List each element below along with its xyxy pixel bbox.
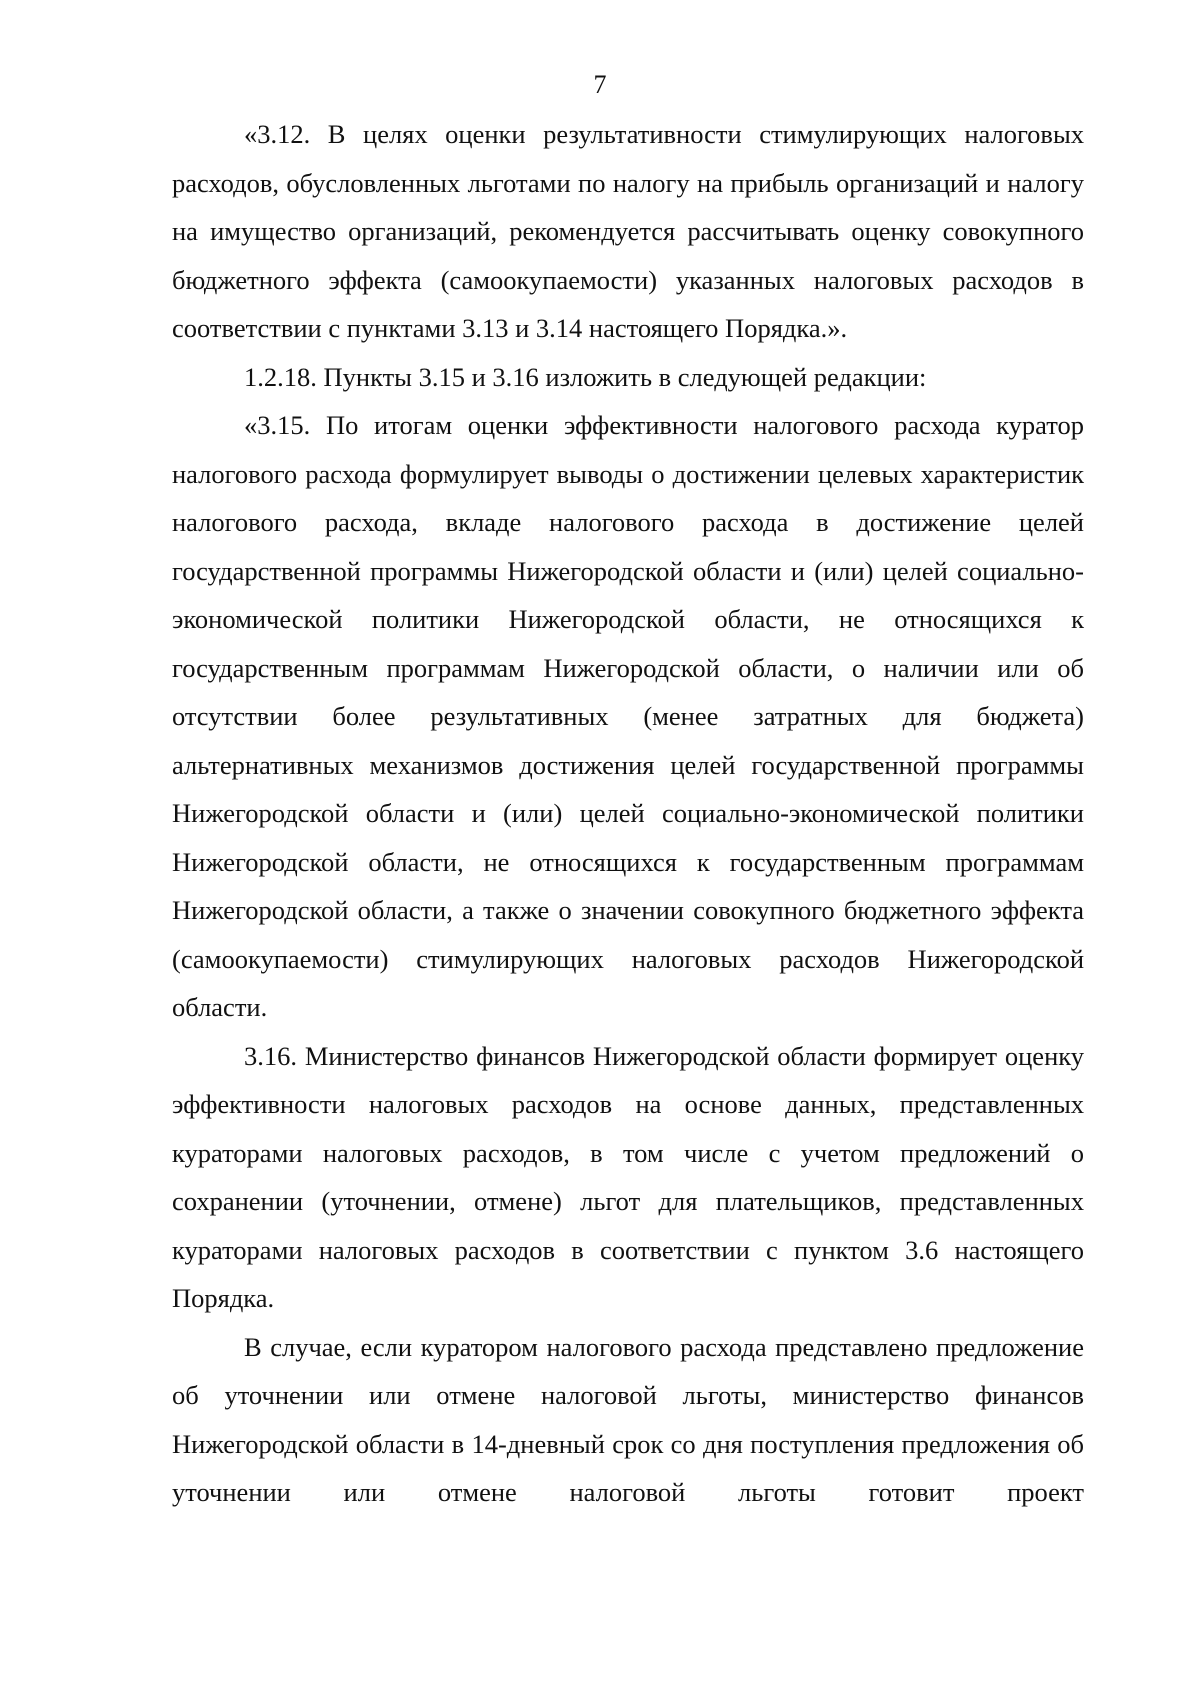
paragraph-3-12: «3.12. В целях оценки результативности стимулирующих налоговых расходов, обусловленных льготами по налогу на прибыль организаций и налогу на имущество организаций, рекомендуется рассчитывать оценку совокупного бюджетного эффекта (самоокупаемости) указанных налоговых расходов в соответствии с пунктами 3.13 и 3.14 настоящего Порядка.». — [172, 119, 1084, 343]
paragraph-1-2-18: 1.2.18. Пункты 3.15 и 3.16 изложить в следующей редакции: — [244, 361, 927, 392]
paragraph-case: В случае, если куратором налогового расхода представлено предложение об уточнении или отмене налоговой льготы, министерство финансов Нижегородской области в 14-дневный срок со дня поступления предложения об уточнении или отмене налоговой льготы готовит проект — [172, 1331, 1084, 1507]
paragraph-3-15: «3.15. По итогам оценки эффективности налогового расхода куратор налогового расхода формулирует выводы о достижении целевых характеристик налогового расхода, вкладе налогового расхода в достижение целей государственной программы Нижегородской области и (или) целей социально-экономической политики Нижегородской области, не относящихся к государственным программам Нижегородской области, о наличии или об отсутствии более результативных (менее затратных для бюджета) альтернативных механизмов достижения целей государственной программы Нижегородской области и (или) целей социально-экономической политики Нижегородской области, не относящихся к государственным программам Нижегородской области, а также о значении совокупного бюджетного эффекта (самоокупаемости) стимулирующих налоговых расходов Нижегородской области. — [172, 410, 1084, 1022]
document-body — [172, 110, 1084, 1517]
paragraph-3-16: 3.16. Министерство финансов Нижегородской области формирует оценку эффективности налоговых расходов на основе данных, представленных кураторами налоговых расходов, в том числе с учетом предложений о сохранении (уточнении, отмене) льгот для плательщиков, представленных кураторами налоговых расходов в соответствии с пунктом 3.6 настоящего Порядка. — [172, 1040, 1084, 1313]
page-number: 7 — [593, 70, 607, 99]
